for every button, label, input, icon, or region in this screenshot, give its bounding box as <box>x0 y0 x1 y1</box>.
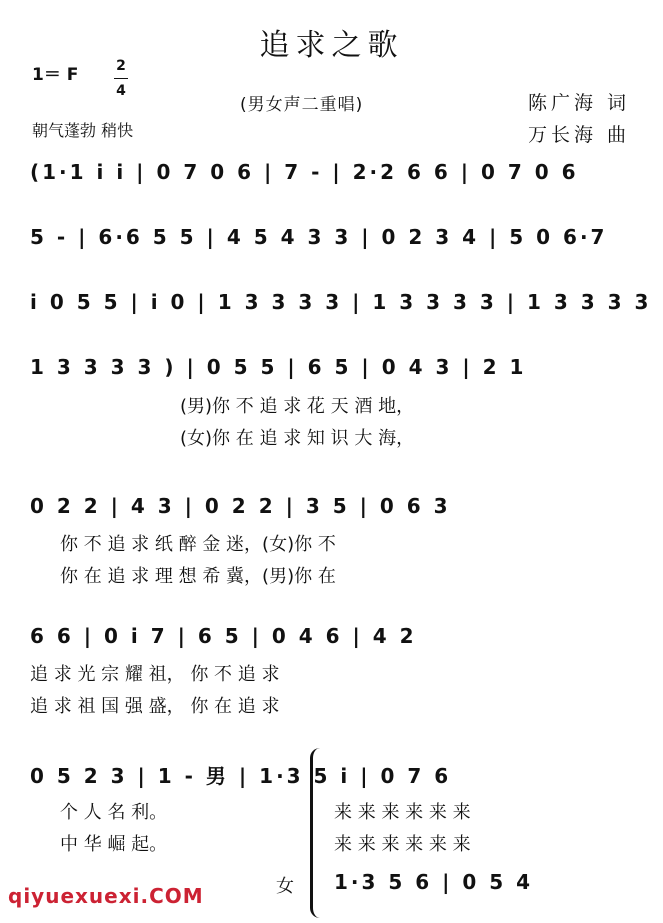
score-row-1: (1·1 i i | 0 7 0 6 | 7 - | 2·2 6 6 | 0 7 0 6 <box>30 160 579 184</box>
song-title: 追求之歌 <box>259 28 404 63</box>
meter-bottom: 4 <box>114 78 128 103</box>
lyric-line: (女)你 在 追 求 知 识 大 海， <box>180 428 415 449</box>
lyric-line: 你 在 追 求 理 想 希 冀，(男)你 在 <box>60 566 336 587</box>
lyric-line: 中 华 崛 起。 <box>60 834 168 855</box>
lyric-line: (男)你 不 追 求 花 天 酒 地， <box>180 396 415 417</box>
key-signature: 1＝ F <box>32 65 79 85</box>
female-notes: 1·3 5 6 | 0 5 4 <box>334 870 534 894</box>
subtitle: (男女声二重唱) <box>240 95 364 115</box>
lyric-line: 来 来 来 来 来 来 <box>334 802 471 823</box>
score-row-6: 6 6 | 0 i 7 | 6 5 | 0 4 6 | 4 2 <box>30 624 417 648</box>
lyricist: 陈广海 词 <box>528 92 631 114</box>
lyric-line: 你 不 追 求 纸 醉 金 迷，(女)你 不 <box>60 534 336 555</box>
score-row-2: 5 - | 6·6 5 5 | 4 5 4 3 3 | 0 2 3 4 | 5 0 6·7 <box>30 225 608 249</box>
watermark: qiyuexuexi.COM <box>8 884 204 908</box>
meter-top: 2 <box>116 58 126 74</box>
lyric-line: 来 来 来 来 来 来 <box>334 834 471 855</box>
time-signature <box>114 54 128 103</box>
composer: 万长海 曲 <box>528 124 631 146</box>
lyric-line: 追 求 祖 国 强 盛， 你 在 追 求 <box>30 696 280 717</box>
tempo-marking: 朝气蓬勃 稍快 <box>32 121 134 140</box>
lyric-line: 个 人 名 利。 <box>60 802 168 823</box>
duet-brace <box>310 748 325 918</box>
female-part-label: 女 <box>276 876 294 897</box>
score-row-4: 1 3 3 3 3 ) | 0 5 5 | 6 5 | 0 4 3 | 2 1 <box>30 355 527 379</box>
score-row-7: 0 5 2 3 | 1 - 男 | 1·3 5 i | 0 7 6 <box>30 764 452 788</box>
score-row-3: i 0 5 5 | i 0 | 1 3 3 3 3 | 1 3 3 3 3 | 1 3 3 3 3 <box>30 290 652 314</box>
score-row-5: 0 2 2 | 4 3 | 0 2 2 | 3 5 | 0 6 3 <box>30 494 451 518</box>
lyric-line: 追 求 光 宗 耀 祖， 你 不 追 求 <box>30 664 280 685</box>
